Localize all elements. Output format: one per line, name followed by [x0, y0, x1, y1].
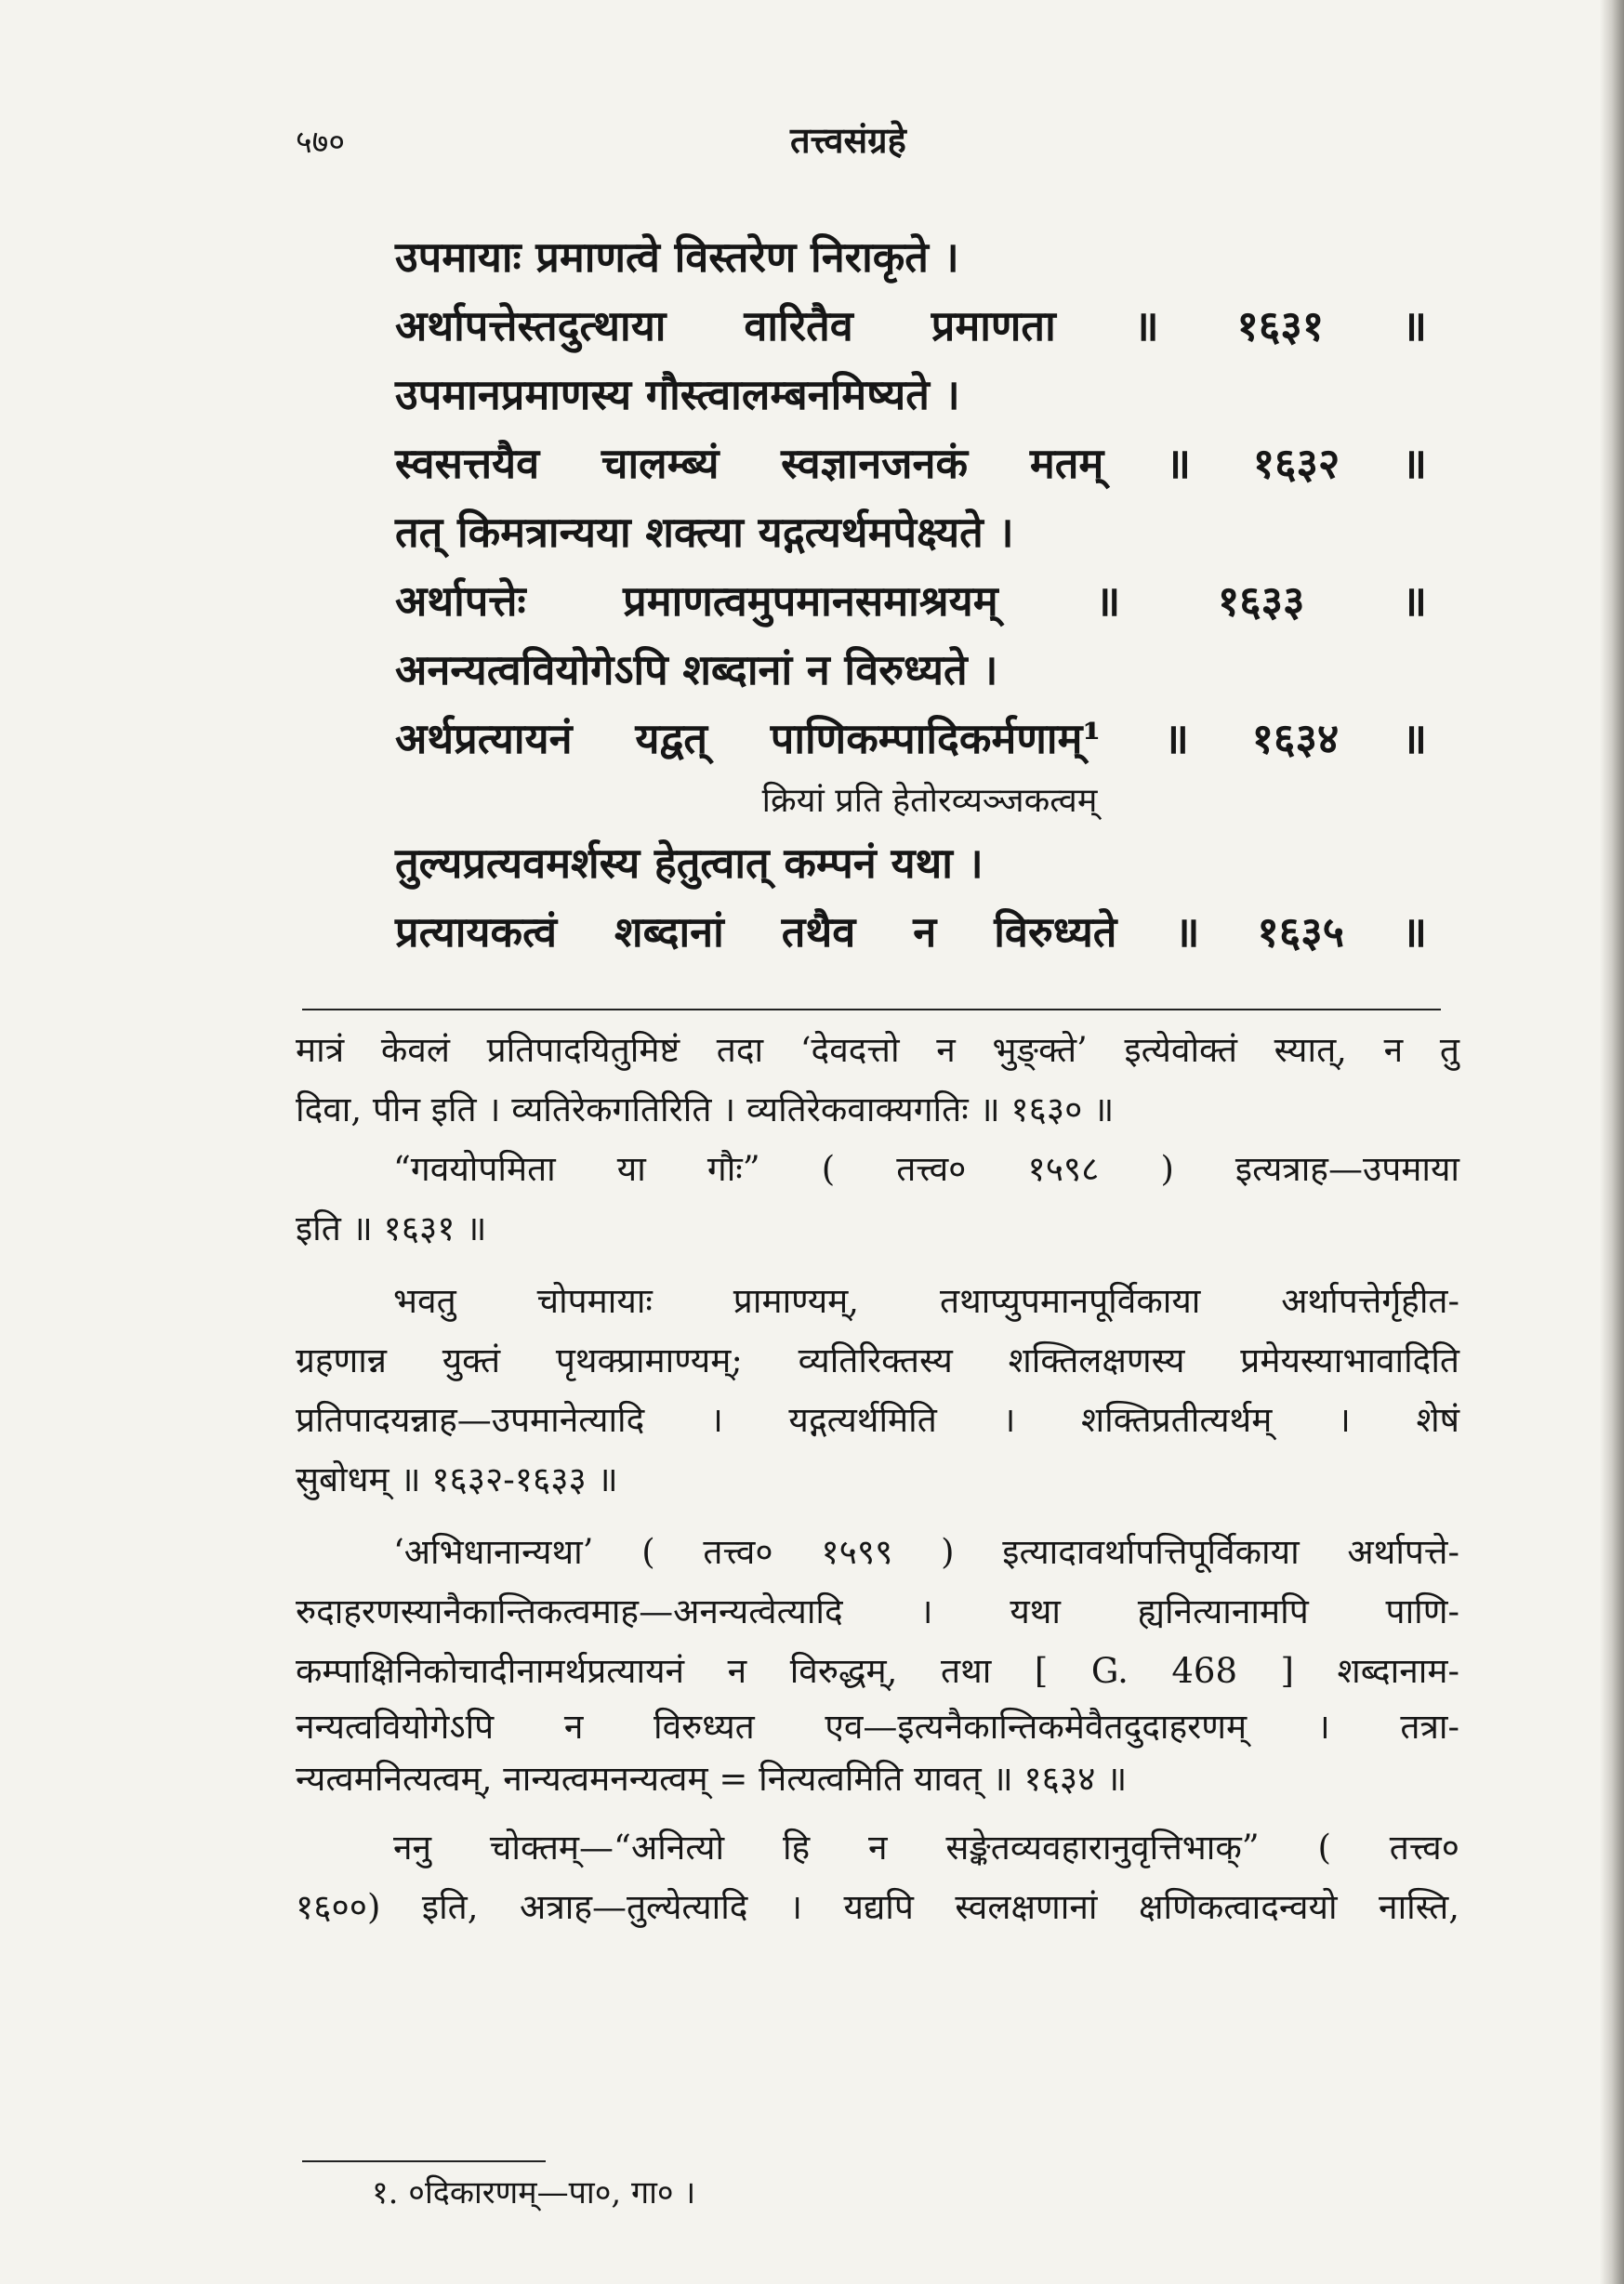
verse-line: तुल्यप्रत्यवमर्शस्य हेतुत्वात् कम्पनं यथा । — [395, 838, 984, 888]
verse-block — [395, 223, 1427, 967]
paragraph-gap — [296, 1259, 1459, 1272]
verse-line: अर्थप्रत्यायनं यद्वत् पाणिकम्पादिकर्मणाम्¹ ॥ १६३४ ॥ — [395, 714, 1427, 763]
commentary-line: सुबोधम् ॥ १६३२-१६३३ ॥ — [296, 1459, 618, 1499]
verse-subheading: क्रियां प्रति हेतोरव्यञ्जकत्वम् — [761, 782, 1098, 820]
verse-line: अर्थापत्तेः प्रमाणत्वमुपमानसमाश्रयम् ॥ १६३३ ॥ — [395, 576, 1427, 626]
commentary-line: ननु चोक्तम्—“अनित्यो हि न सङ्केतव्यवहारानुवृत्तिभाक्” ( तत्त्व० — [393, 1828, 1459, 1868]
commentary-line: भवतु चोपमायाः प्रामाण्यम्, तथाप्युपमानपूर्विकाया अर्थापत्तेर्गृहीत- — [393, 1281, 1459, 1321]
page-header — [0, 110, 1624, 165]
commentary-line: कम्पाक्षिनिकोचादीनामर्थप्रत्यायनं न विरुद्धम्, तथा [ G. 468 ] शब्दानाम- — [296, 1651, 1459, 1691]
running-title: तत्त्वसंग्रहे — [790, 119, 906, 161]
verse-line: अर्थापत्तेस्तदुत्थाया वारितैव प्रमाणता ॥ १६३१ ॥ — [395, 301, 1427, 350]
page-number: ५७० — [296, 124, 346, 161]
verse-line: तत् किमत्रान्यया शक्त्या यद्गत्यर्थमपेक्ष्यते । — [395, 508, 1014, 557]
commentary-line: मात्रं केवलं प्रतिपादयितुमिष्टं तदा ‘देवदत्तो न भुङ्क्ते’ इत्येवोक्तं स्यात्, न तु — [296, 1030, 1459, 1070]
paragraph-gap — [296, 1510, 1459, 1523]
section-divider — [302, 1009, 1441, 1010]
commentary-line: रुदाहरणस्यानैकान्तिकत्वमाह—अनन्यत्वेत्यादि । यथा ह्यनित्यानामपि पाणि- — [296, 1591, 1459, 1631]
verse-line: स्वसत्तयैव चालम्ब्यं स्वज्ञानजनकं मतम् ॥ १६३२ ॥ — [395, 439, 1427, 488]
commentary-line: प्रतिपादयन्नाह—उपमानेत्यादि । यद्गत्यर्थमिति । शक्तिप्रतीत्यर्थम् । शेषं — [296, 1400, 1459, 1440]
commentary-line: ‘अभिधानान्यथा’ ( तत्त्व० १५९९ ) इत्यादावर्थापत्तिपूर्विकाया अर्थापत्ते- — [393, 1532, 1459, 1572]
footnote: १. ०दिकारणम्—पा०, गा० । — [372, 2174, 696, 2211]
commentary-line: ग्रहणान्न युक्तं पृथक्प्रामाण्यम्; व्यतिरिक्तस्य शक्तिलक्षणस्य प्रमेयस्याभावादिति — [296, 1340, 1459, 1380]
paragraph-gap — [296, 1805, 1459, 1818]
verse-line: अनन्यत्ववियोगेऽपि शब्दानां न विरुध्यते । — [395, 645, 998, 694]
commentary-line: न्यत्वमनित्यत्वम्, नान्यत्वमनन्यत्वम् = नित्यत्वमिति यावत् ॥ १६३४ ॥ — [296, 1759, 1128, 1799]
commentary-line: “गवयोपमिता या गौः” ( तत्त्व० १५९८ ) इत्यत्राह—उपमाया — [393, 1149, 1459, 1189]
verse-line: उपमायाः प्रमाणत्वे विस्तरेण निराकृते । — [395, 232, 959, 282]
commentary-block — [296, 1021, 1459, 1937]
footnote-divider — [302, 2160, 546, 2162]
commentary-line: १६००) इति, अत्राह—तुल्येत्यादि । यद्यपि स्वलक्षणानां क्षणिकत्वादन्वयो नास्ति, — [296, 1887, 1459, 1927]
commentary-line: दिवा, पीन इति । व्यतिरेकगतिरिति । व्यतिरेकवाक्यगतिः ॥ १६३० ॥ — [296, 1089, 1115, 1129]
page-binding-edge — [1600, 0, 1624, 2284]
verse-line: उपमानप्रमाणस्य गौस्त्वालम्बनमिष्यते । — [395, 370, 960, 419]
verse-line: प्रत्यायकत्वं शब्दानां तथैव न विरुध्यते ॥ १६३५ ॥ — [395, 907, 1427, 957]
commentary-line: नन्यत्ववियोगेऽपि न विरुध्यत एव—इत्यनैकान्तिकमेवैतदुदाहरणम् । तत्रा- — [296, 1707, 1459, 1747]
commentary-line: इति ॥ १६३१ ॥ — [296, 1208, 487, 1248]
